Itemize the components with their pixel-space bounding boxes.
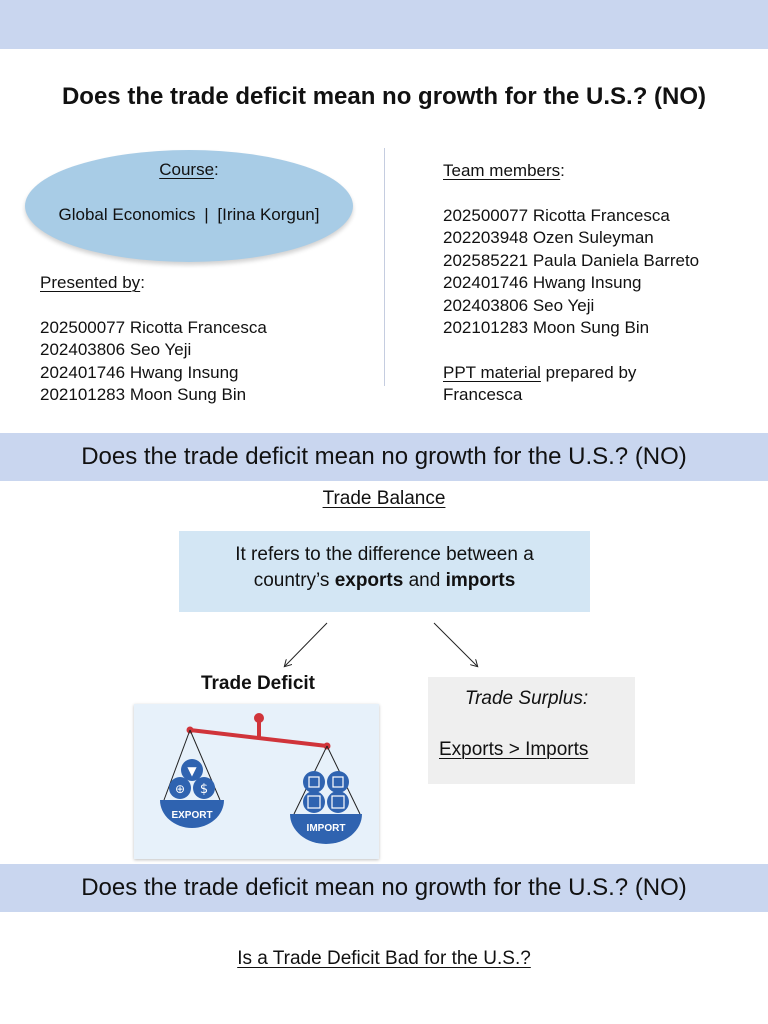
trade-deficit-label: Trade Deficit	[200, 673, 316, 694]
list-item: 202403806 Seo Yeji	[40, 340, 192, 360]
definition-prefix: country’s	[253, 570, 335, 591]
course-separator: |	[204, 205, 209, 224]
team-members-colon: :	[560, 161, 565, 180]
presented-by-label: Presented by	[40, 273, 141, 292]
svg-text:⊕: ⊕	[174, 782, 186, 796]
export-pan-label: EXPORT	[171, 810, 213, 821]
question-heading-text: Is a Trade Deficit Bad for the U.S.?	[237, 948, 531, 969]
course-name: Global Economics	[58, 205, 196, 224]
list-item: 202585221 Paula Daniela Barreto	[443, 250, 700, 270]
section-banner-title: Does the trade deficit mean no growth for the U.S.? (NO)	[81, 443, 687, 470]
svg-text:$: $	[199, 782, 209, 797]
ppt-material-link: PPT material	[443, 363, 541, 382]
list-item: 202500077 Ricotta Francesca	[40, 318, 267, 337]
definition-and: and	[403, 570, 446, 591]
course-label-colon: :	[214, 160, 219, 179]
arrow-to-surplus	[434, 623, 477, 666]
team-members-label: Team members	[443, 161, 561, 180]
list-item: 202203948 Ozen Suleyman	[443, 228, 654, 248]
list-item: 202401746 Hwang Insung	[40, 362, 239, 382]
page-title: Does the trade deficit mean no growth for the U.S.? (NO)	[61, 83, 707, 110]
svg-text:▼: ▼	[187, 764, 197, 778]
arrow-to-deficit	[285, 623, 327, 666]
list-item: 202101283 Moon Sung Bin	[40, 385, 247, 405]
definition-imports: imports	[445, 570, 516, 591]
import-pan-label: IMPORT	[306, 823, 346, 834]
definition-exports: exports	[334, 570, 404, 591]
ppt-material-rest: prepared by	[540, 363, 637, 382]
section-banner-title: Does the trade deficit mean no growth for the U.S.? (NO)	[81, 874, 687, 901]
trade-surplus-formula-text: Exports > Imports	[439, 739, 589, 760]
list-item: 202401746 Hwang Insung	[443, 273, 642, 293]
list-item: 202500077 Ricotta Francesca	[443, 206, 670, 225]
ppt-material-author: Francesca	[443, 385, 523, 405]
trade-surplus-title: Trade Surplus:	[464, 688, 589, 709]
definition-line-1: It refers to the difference between a	[235, 544, 534, 565]
list-item: 202101283 Moon Sung Bin	[443, 317, 650, 337]
list-item: 202403806 Seo Yeji	[443, 295, 595, 315]
course-label-text: Course	[159, 160, 215, 179]
question-heading	[0, 947, 768, 971]
presented-by-colon: :	[140, 273, 145, 292]
trade-surplus-formula	[439, 738, 588, 762]
trade-deficit-illustration	[134, 704, 379, 859]
balance-scale-icon	[134, 704, 379, 859]
trade-balance-heading-text: Trade Balance	[322, 488, 446, 509]
course-instructor: [Irina Korgun]	[217, 205, 320, 224]
